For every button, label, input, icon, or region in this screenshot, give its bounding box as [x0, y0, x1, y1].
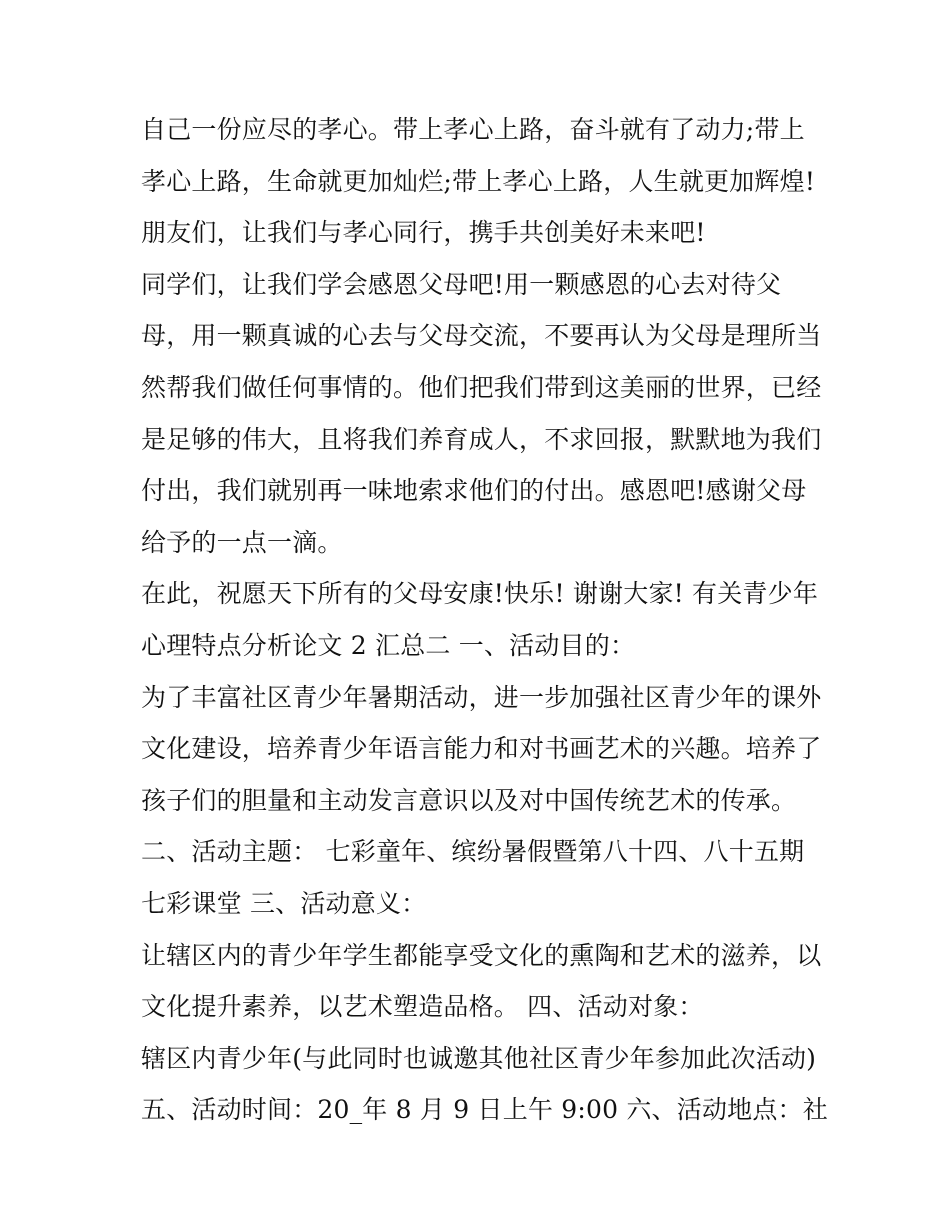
text-line: 为了丰富社区青少年暑期活动，进一步加强社区青少年的课外 [141, 682, 822, 712]
text-line: 母，用一颗真诚的心去与父母交流，不要再认为父母是理所当 [141, 321, 822, 351]
text-line: 辖区内青少年(与此同时也诚邀其他社区青少年参加此次活动) [141, 1043, 817, 1073]
text-line: 孝心上路，生命就更加灿烂;带上孝心上路，人生就更加辉煌! [141, 166, 816, 196]
text-line: 七彩课堂 三、活动意义： [141, 888, 427, 918]
text-line: 孩子们的胆量和主动发言意识以及对中国传统艺术的传承。 [141, 785, 797, 815]
text-line: 心理特点分析论文 2 汇总二 一、活动目的： [141, 630, 636, 660]
text-line: 二、活动主题： 七彩童年、缤纷暑假暨第八十四、八十五期 [141, 837, 805, 867]
text-line: 同学们，让我们学会感恩父母吧!用一颗感恩的心去对待父 [141, 269, 782, 299]
text-line: 在此，祝愿天下所有的父母安康!快乐! 谢谢大家! 有关青少年 [141, 579, 819, 609]
text-line: 文化建设，培养青少年语言能力和对书画艺术的兴趣。培养了 [141, 734, 822, 764]
text-line: 朋友们，让我们与孝心同行，携手共创美好未来吧! [141, 218, 706, 248]
text-line: 让辖区内的青少年学生都能享受文化的熏陶和艺术的滋养，以 [141, 940, 822, 970]
body-text [141, 107, 828, 1139]
text-line: 然帮我们做任何事情的。他们把我们带到这美丽的世界，已经 [141, 372, 822, 402]
text-line: 付出，我们就别再一味地索求他们的付出。感恩吧!感谢父母 [141, 476, 807, 506]
text-line: 是足够的伟大，且将我们养育成人，不求回报，默默地为我们 [141, 424, 822, 454]
text-line: 五、活动时间：20_年 8 月 9 日上午 9:00 六、活动地点：社 [141, 1095, 828, 1125]
text-line: 给予的一点一滴。 [141, 527, 343, 557]
text-line: 自己一份应尽的孝心。带上孝心上路，奋斗就有了动力;带上 [141, 115, 805, 144]
text-line: 文化提升素养，以艺术塑造品格。 四、活动对象： [141, 992, 704, 1022]
